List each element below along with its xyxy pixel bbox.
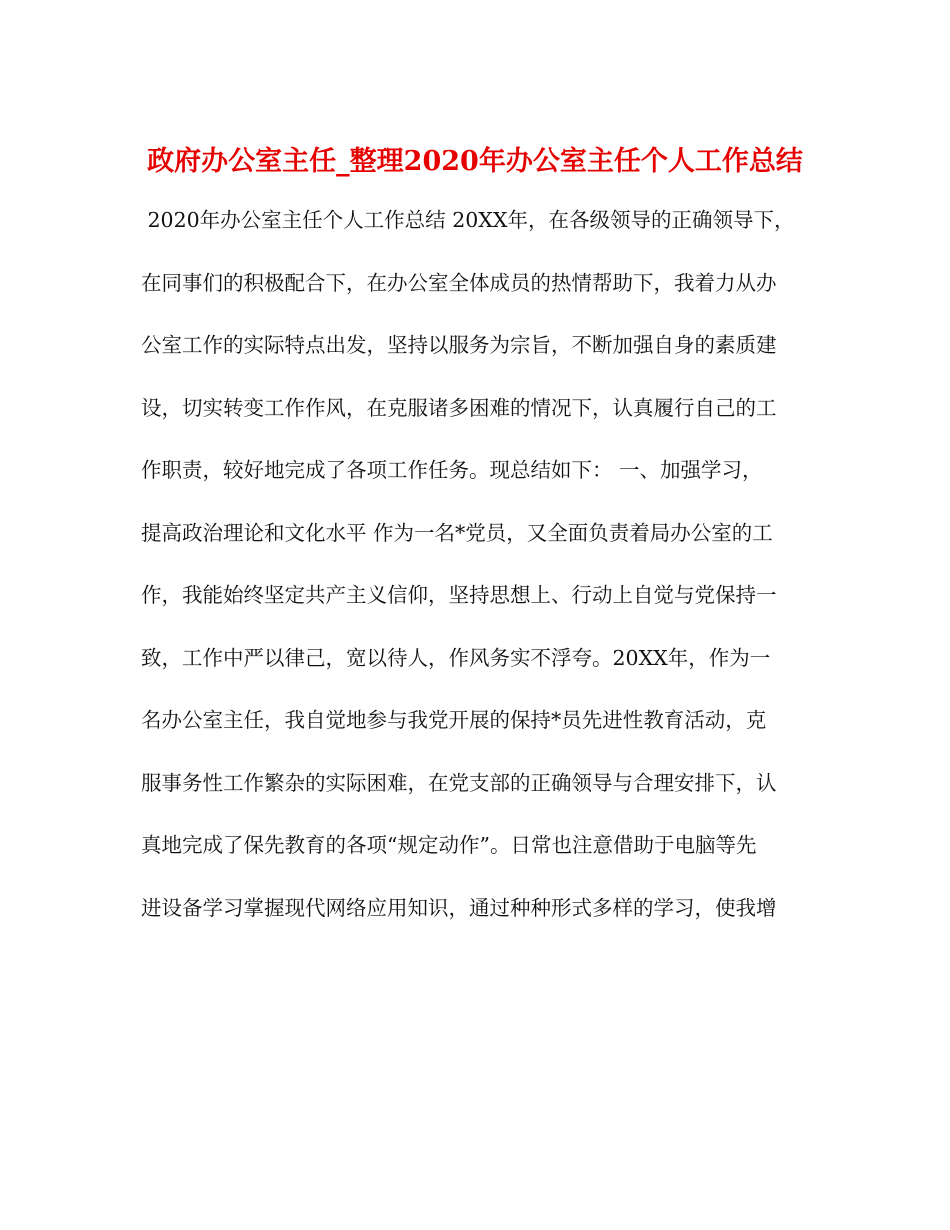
document-body bbox=[141, 205, 821, 955]
body-line: 提高政治理论和文化水平 作为一名*党员，又全面负责着局办公室的工 bbox=[141, 520, 773, 545]
body-line: 设，切实转变工作作风，在克服诸多困难的情况下，认真履行自己的工 bbox=[141, 395, 777, 420]
body-line: 名办公室主任，我自觉地参与我党开展的保持*员先进性教育活动，克 bbox=[141, 708, 767, 732]
body-line: 作职责，较好地完成了各项工作任务。现总结如下： 一、加强学习， bbox=[141, 458, 763, 482]
body-line: 2020年办公室主任个人工作总结 20XX年，在各级领导的正确领导下， bbox=[141, 208, 795, 232]
body-line: 真地完成了保先教育的各项“规定动作”。日常也注意借助于电脑等先 bbox=[141, 833, 757, 857]
body-line: 进设备学习掌握现代网络应用知识，通过种种形式多样的学习，使我增 bbox=[141, 895, 777, 920]
body-line: 服事务性工作繁杂的实际困难，在党支部的正确领导与合理安排下，认 bbox=[141, 770, 777, 795]
body-line: 公室工作的实际特点出发，坚持以服务为宗旨，不断加强自身的素质建 bbox=[141, 333, 777, 357]
body-line: 致，工作中严以律己，宽以待人，作风务实不浮夸。20XX年，作为一 bbox=[141, 645, 771, 670]
document-title: 政府办公室主任_整理2020年办公室主任个人工作总结 bbox=[147, 146, 803, 177]
body-line: 作，我能始终坚定共产主义信仰，坚持思想上、行动上自觉与党保持一 bbox=[141, 583, 777, 607]
body-line: 在同事们的积极配合下，在办公室全体成员的热情帮助下，我着力从办 bbox=[141, 270, 777, 295]
